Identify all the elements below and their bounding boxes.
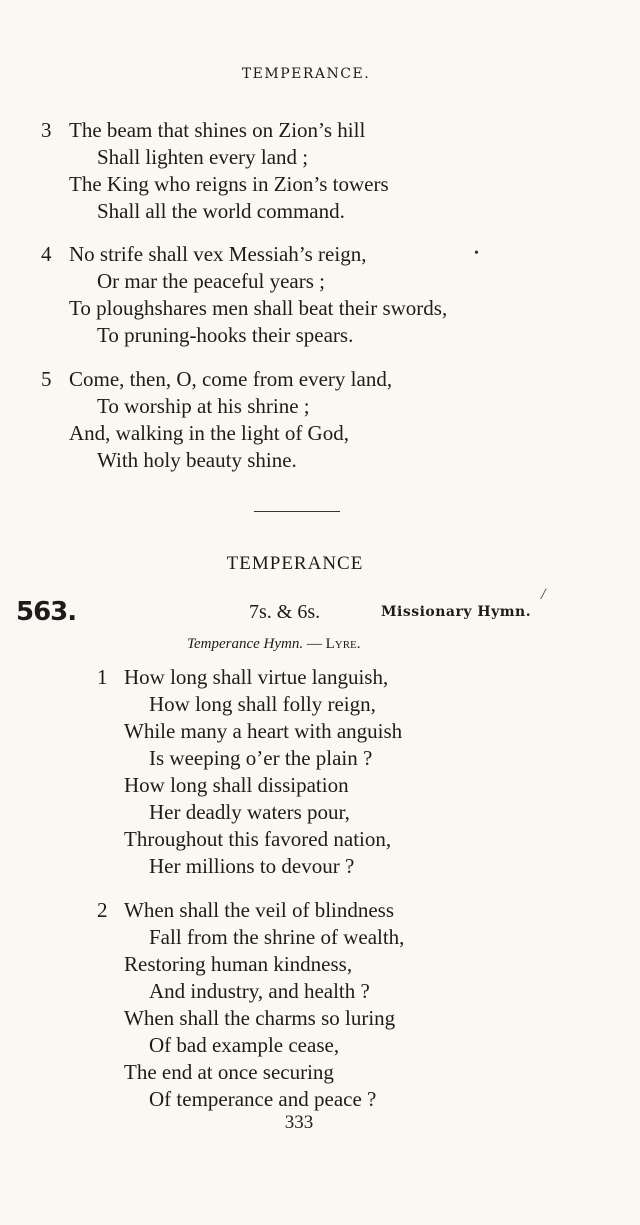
hymn-number: 563. (16, 597, 77, 627)
verse-line: The King who reigns in Zion’s towers (69, 172, 389, 196)
print-mark: / (541, 586, 546, 603)
verse-line: Restoring human kindness, (124, 952, 353, 976)
verse-line: How long shall folly reign, (149, 692, 376, 716)
verse-line: Her millions to devour ? (149, 854, 355, 878)
verse-line: To ploughshares men shall beat their swords, (69, 296, 448, 320)
verse-line: And, walking in the light of God, (69, 421, 349, 445)
tune-name: Missionary Hymn. (381, 604, 532, 620)
section-divider (254, 511, 340, 512)
verse-line: Her deadly waters pour, (149, 800, 350, 824)
hymn-source (187, 636, 361, 653)
verse-line: To worship at his shrine ; (97, 394, 310, 418)
verse-line: When shall the charms so luring (124, 1006, 396, 1030)
section-title: TEMPERANCE (226, 553, 364, 574)
verse-line: And industry, and health ? (149, 979, 370, 1003)
verse-line: Throughout this favored nation, (124, 827, 392, 851)
print-speck: • (474, 246, 479, 261)
verse-line: Fall from the shrine of wealth, (149, 925, 405, 949)
verse-line: When shall the veil of blindness (124, 898, 395, 922)
hymn-meter: 7s. & 6s. (249, 601, 321, 623)
verse-line: Come, then, O, come from every land, (69, 367, 393, 391)
verse-line: Shall all the world command. (97, 199, 345, 223)
verse-line: With holy beauty shine. (97, 448, 297, 472)
page-number: 333 (284, 1112, 314, 1133)
verse-line: The end at once securing (124, 1060, 334, 1084)
verse-line: Shall lighten every land ; (97, 145, 309, 169)
stanza-number: 4 (41, 242, 52, 266)
verse-line: Of temperance and peace ? (149, 1087, 377, 1111)
verse-line: No strife shall vex Messiah’s reign, (69, 242, 367, 266)
verse-line: Or mar the peaceful years ; (97, 269, 325, 293)
verse-line: Of bad example cease, (149, 1033, 340, 1057)
source-separator: — (303, 636, 326, 652)
stanza-number: 3 (41, 118, 52, 142)
verse-line: To pruning-hooks their spears. (97, 323, 354, 347)
verse-line: How long shall virtue languish, (124, 665, 389, 689)
stanza-number: 5 (41, 367, 52, 391)
verse-line: How long shall dissipation (124, 773, 349, 797)
verse-line: Is weeping o’er the plain ? (149, 746, 373, 770)
verse-line: The beam that shines on Zion’s hill (69, 118, 366, 142)
source-author: Lyre. (325, 636, 361, 652)
verse-line: While many a heart with anguish (124, 719, 403, 743)
stanza-number: 1 (97, 665, 108, 689)
stanza-number: 2 (97, 898, 108, 922)
running-head: TEMPERANCE. (241, 66, 371, 82)
source-title: Temperance Hymn. (187, 636, 304, 652)
